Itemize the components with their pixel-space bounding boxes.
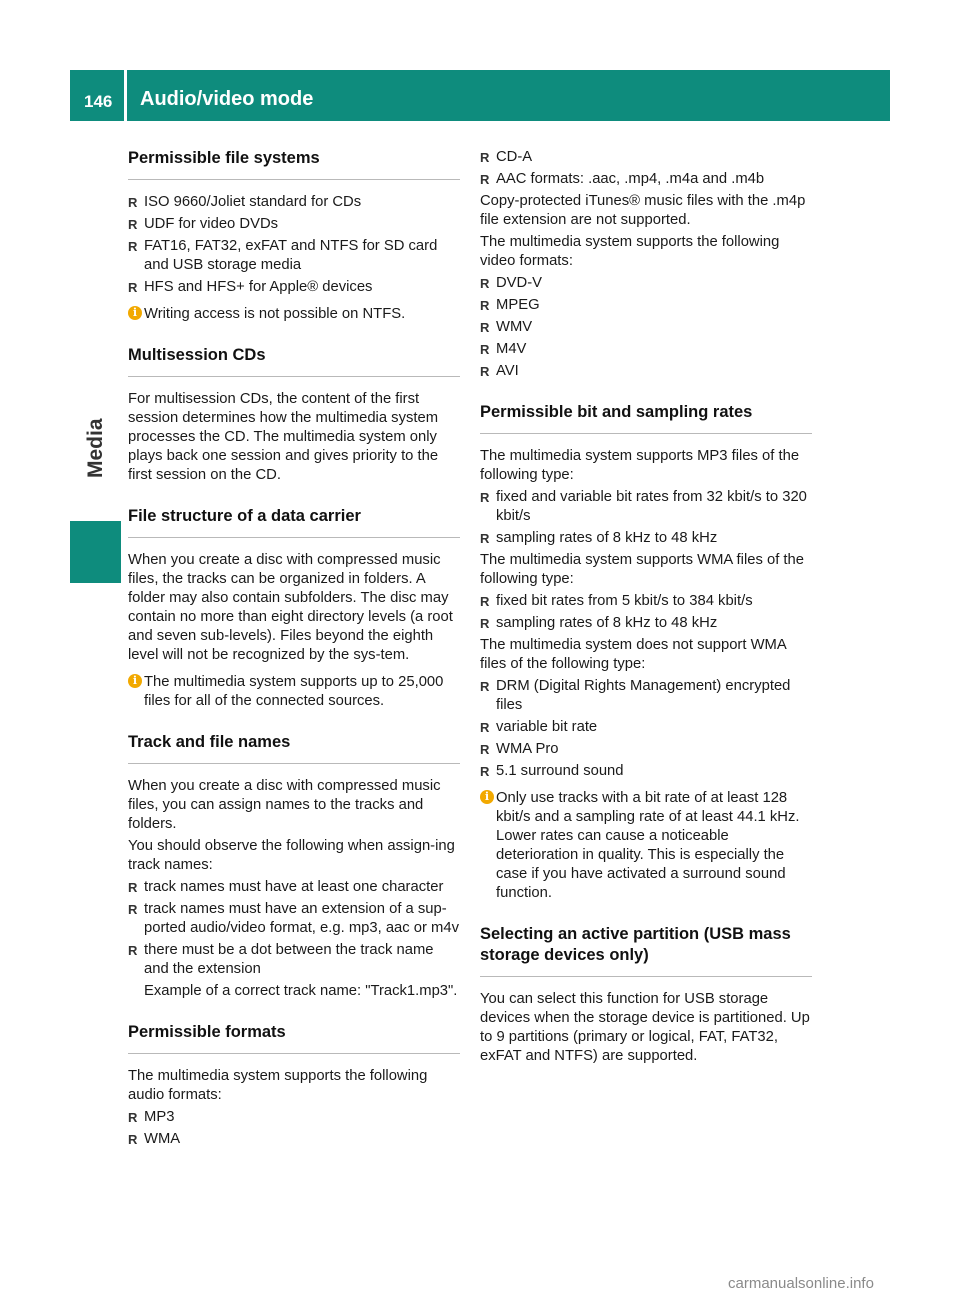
track-name-rules-list bbox=[128, 878, 460, 979]
file-systems-list bbox=[128, 193, 460, 297]
note-text: Only use tracks with a bit rate of at least 128 kbit/s and a sampling rate of at least 44.1 kHz. Lower rates can cause a noticeable deterioration in quality. This is especially the case if you have activated a surround sound function. bbox=[496, 790, 800, 901]
paragraph: You can select this function for USB storage devices when the storage device is partitioned. Up to 9 partitions (primary or logical, FAT, FAT32, exFAT and NTFS) are supported. bbox=[480, 991, 810, 1064]
list-item: R MP3 bbox=[128, 1108, 460, 1127]
info-note bbox=[128, 305, 460, 324]
info-note bbox=[128, 673, 460, 711]
wma-rates-list bbox=[480, 592, 812, 633]
info-icon: i bbox=[128, 674, 142, 688]
video-formats-list bbox=[480, 274, 812, 381]
example-text: Example of a correct track name: "Track1.mp3". bbox=[144, 983, 458, 999]
audio-formats-list-cont bbox=[480, 148, 812, 189]
mp3-rates-list bbox=[480, 488, 812, 548]
paragraph: The multimedia system supports WMA files of the following type: bbox=[480, 552, 804, 587]
paragraph: The multimedia system supports MP3 files of the following type: bbox=[480, 448, 800, 483]
paragraph: You should observe the following when assign-ing track names: bbox=[128, 838, 455, 873]
section-heading: Permissible file systems bbox=[128, 148, 460, 180]
info-note bbox=[480, 789, 812, 903]
list-item: R DRM (Digital Rights Management) encrypted files bbox=[480, 677, 812, 715]
list-item: R M4V bbox=[480, 340, 812, 359]
list-item: R ISO 9660/Joliet standard for CDs bbox=[128, 193, 460, 212]
list-item: R AVI bbox=[480, 362, 812, 381]
list-item: R UDF for video DVDs bbox=[128, 215, 460, 234]
list-item: R WMA Pro bbox=[480, 740, 812, 759]
section-heading: File structure of a data carrier bbox=[128, 506, 460, 538]
list-item: R fixed and variable bit rates from 32 kbit/s to 320 kbit/s bbox=[480, 488, 812, 526]
list-item: R HFS and HFS+ for Apple® devices bbox=[128, 278, 460, 297]
paragraph: When you create a disc with compressed music files, you can assign names to the tracks and folders. bbox=[128, 778, 441, 832]
side-tab-label: Media bbox=[84, 418, 107, 478]
note-text: The multimedia system supports up to 25,000 files for all of the connected sources. bbox=[144, 674, 444, 709]
list-item: R WMA bbox=[128, 1130, 460, 1149]
paragraph: The multimedia system supports the following video formats: bbox=[480, 234, 780, 269]
paragraph: When you create a disc with compressed music files, the tracks can be organized in folders. A folder may also contain subfolders. The disc may contain no more than eight directory levels (a root and seven sub-levels). Files beyond the eighth level will not be recognized by the sys-tem. bbox=[128, 552, 453, 663]
side-tab-block bbox=[70, 521, 121, 583]
right-column bbox=[480, 148, 812, 1069]
paragraph: The multimedia system does not support WMA files of the following type: bbox=[480, 637, 786, 672]
section-heading: Permissible bit and sampling rates bbox=[480, 402, 812, 434]
section-heading: Multisession CDs bbox=[128, 345, 460, 377]
paragraph: The multimedia system supports the following audio formats: bbox=[128, 1068, 428, 1103]
list-item: R CD-A bbox=[480, 148, 812, 167]
header-divider bbox=[124, 70, 127, 121]
left-column bbox=[128, 148, 460, 1152]
list-item: R sampling rates of 8 kHz to 48 kHz bbox=[480, 614, 812, 633]
list-item: R track names must have at least one character bbox=[128, 878, 460, 897]
info-icon: i bbox=[480, 790, 494, 804]
list-item: R variable bit rate bbox=[480, 718, 812, 737]
list-item: R DVD-V bbox=[480, 274, 812, 293]
section-heading: Track and file names bbox=[128, 732, 460, 764]
wma-unsupported-list bbox=[480, 677, 812, 781]
list-item: R MPEG bbox=[480, 296, 812, 315]
section-heading: Selecting an active partition (USB mass storage devices only) bbox=[480, 924, 812, 977]
paragraph: For multisession CDs, the content of the first session determines how the multimedia system processes the CD. The multimedia system only plays back one session and gives priority to the first session on the CD. bbox=[128, 391, 439, 483]
list-item: R 5.1 surround sound bbox=[480, 762, 812, 781]
list-item: R sampling rates of 8 kHz to 48 kHz bbox=[480, 529, 812, 548]
list-item: R fixed bit rates from 5 kbit/s to 384 kbit/s bbox=[480, 592, 812, 611]
note-text: Writing access is not possible on NTFS. bbox=[144, 306, 406, 322]
list-item: R FAT16, FAT32, exFAT and NTFS for SD card and USB storage media bbox=[128, 237, 460, 275]
info-icon: i bbox=[128, 306, 142, 320]
list-item: R AAC formats: .aac, .mp4, .m4a and .m4b bbox=[480, 170, 812, 189]
page-number: 146 bbox=[84, 92, 113, 111]
watermark: carmanualsonline.info bbox=[728, 1275, 874, 1292]
page-title: Audio/video mode bbox=[140, 88, 314, 110]
section-heading: Permissible formats bbox=[128, 1022, 460, 1054]
paragraph: Copy-protected iTunes® music files with the .m4p file extension are not supported. bbox=[480, 193, 806, 228]
audio-formats-list bbox=[128, 1108, 460, 1149]
list-item: R track names must have an extension of a sup-ported audio/video format, e.g. mp3, aac or m4v bbox=[128, 900, 460, 938]
list-item: R there must be a dot between the track name and the extension bbox=[128, 941, 460, 979]
list-item: R WMV bbox=[480, 318, 812, 337]
